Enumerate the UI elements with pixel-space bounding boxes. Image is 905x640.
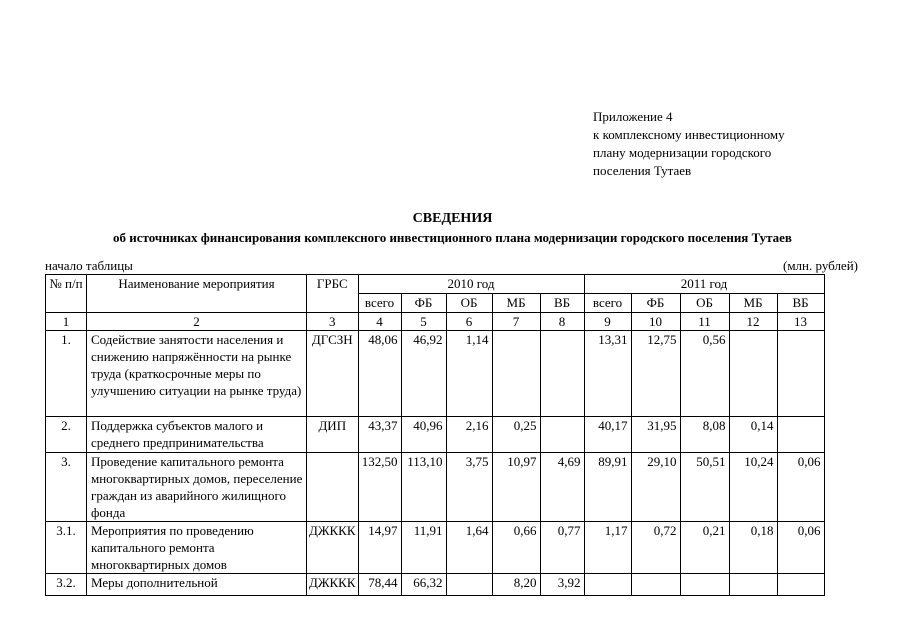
header-sub: всего <box>358 294 401 313</box>
column-number: 10 <box>631 313 680 331</box>
value-cell: 40,17 <box>584 417 631 453</box>
value-cell: 50,51 <box>680 453 729 522</box>
grbs-cell <box>307 453 359 522</box>
column-number: 9 <box>584 313 631 331</box>
value-cell: 0,77 <box>540 522 584 574</box>
column-number: 6 <box>446 313 492 331</box>
value-cell <box>540 331 584 417</box>
value-cell: 12,75 <box>631 331 680 417</box>
value-cell: 78,44 <box>358 574 401 596</box>
value-cell <box>729 331 777 417</box>
value-cell: 8,20 <box>492 574 540 596</box>
grbs-cell: ДИП <box>307 417 359 453</box>
grbs-cell: ДЖККК <box>307 522 359 574</box>
value-cell: 89,91 <box>584 453 631 522</box>
column-number: 7 <box>492 313 540 331</box>
value-cell: 0,06 <box>777 522 824 574</box>
value-cell: 1,17 <box>584 522 631 574</box>
row-number: 2. <box>46 417 87 453</box>
measure-name: Поддержка субъектов малого и среднего предпринимательства <box>87 417 307 453</box>
row-number: 3. <box>46 453 87 522</box>
header-sub: всего <box>584 294 631 313</box>
document-subtitle: об источниках финансирования комплексного инвестиционного плана модернизации городского поселения Тутаев <box>113 230 792 245</box>
value-cell <box>631 574 680 596</box>
value-cell: 8,08 <box>680 417 729 453</box>
value-cell: 1,14 <box>446 331 492 417</box>
value-cell: 48,06 <box>358 331 401 417</box>
value-cell: 3,75 <box>446 453 492 522</box>
row-number: 3.2. <box>46 574 87 596</box>
table-start-caption: начало таблицы <box>45 258 133 273</box>
measure-name: Проведение капитального ремонта многоквартирных домов, переселение граждан из аварийного жилищного фонда <box>87 453 307 522</box>
value-cell: 1,64 <box>446 522 492 574</box>
measure-name: Меры дополнительной <box>87 574 307 596</box>
value-cell: 0,72 <box>631 522 680 574</box>
header-sub: ВБ <box>777 294 824 313</box>
table-row <box>46 574 825 596</box>
column-number: 11 <box>680 313 729 331</box>
value-cell: 0,21 <box>680 522 729 574</box>
value-cell: 10,97 <box>492 453 540 522</box>
row-number: 3.1. <box>46 522 87 574</box>
appendix-block <box>593 108 785 180</box>
value-cell: 0,66 <box>492 522 540 574</box>
value-cell: 40,96 <box>401 417 446 453</box>
value-cell <box>777 331 824 417</box>
grbs-cell: ДГСЗН <box>307 331 359 417</box>
value-cell <box>680 574 729 596</box>
table-row <box>46 453 825 522</box>
header-row-top <box>46 275 825 294</box>
value-cell: 14,97 <box>358 522 401 574</box>
column-number-row <box>46 313 825 331</box>
financing-table <box>45 274 825 596</box>
header-name: Наименование мероприятия <box>87 275 307 313</box>
value-cell <box>492 331 540 417</box>
column-number: 8 <box>540 313 584 331</box>
header-num: № п/п <box>46 275 87 313</box>
value-cell: 66,32 <box>401 574 446 596</box>
column-number: 13 <box>777 313 824 331</box>
header-grbs: ГРБС <box>307 275 359 313</box>
column-number: 1 <box>46 313 87 331</box>
value-cell: 43,37 <box>358 417 401 453</box>
table-row <box>46 417 825 453</box>
value-cell: 29,10 <box>631 453 680 522</box>
table-row <box>46 522 825 574</box>
value-cell: 13,31 <box>584 331 631 417</box>
header-sub: МБ <box>729 294 777 313</box>
header-sub: МБ <box>492 294 540 313</box>
value-cell <box>540 417 584 453</box>
measure-name: Мероприятия по проведению капитального ремонта многоквартирных домов <box>87 522 307 574</box>
appendix-line: к комплексному инвестиционному <box>593 127 785 142</box>
value-cell: 31,95 <box>631 417 680 453</box>
column-number: 5 <box>401 313 446 331</box>
value-cell: 2,16 <box>446 417 492 453</box>
column-number: 3 <box>307 313 359 331</box>
header-year-2011: 2011 год <box>584 275 824 294</box>
value-cell: 3,92 <box>540 574 584 596</box>
value-cell: 10,24 <box>729 453 777 522</box>
value-cell <box>777 417 824 453</box>
value-cell: 0,56 <box>680 331 729 417</box>
column-number: 4 <box>358 313 401 331</box>
value-cell: 0,14 <box>729 417 777 453</box>
header-sub: ВБ <box>540 294 584 313</box>
column-number: 2 <box>87 313 307 331</box>
value-cell: 4,69 <box>540 453 584 522</box>
table-row <box>46 331 825 417</box>
header-sub: ОБ <box>446 294 492 313</box>
header-sub: ФБ <box>401 294 446 313</box>
value-cell: 0,25 <box>492 417 540 453</box>
grbs-cell: ДЖККК <box>307 574 359 596</box>
value-cell <box>777 574 824 596</box>
value-cell <box>584 574 631 596</box>
document-title: СВЕДЕНИЯ <box>412 211 493 226</box>
value-cell: 132,50 <box>358 453 401 522</box>
header-sub: ОБ <box>680 294 729 313</box>
value-cell <box>729 574 777 596</box>
value-cell: 113,10 <box>401 453 446 522</box>
value-cell: 0,06 <box>777 453 824 522</box>
appendix-line: поселения Тутаев <box>593 163 692 178</box>
header-year-2010: 2010 год <box>358 275 584 294</box>
units-caption: (млн. рублей) <box>783 258 858 273</box>
row-number: 1. <box>46 331 87 417</box>
appendix-line: плану модернизации городского <box>593 145 772 160</box>
value-cell: 46,92 <box>401 331 446 417</box>
appendix-line: Приложение 4 <box>593 109 673 124</box>
value-cell: 11,91 <box>401 522 446 574</box>
value-cell: 0,18 <box>729 522 777 574</box>
value-cell <box>446 574 492 596</box>
header-sub: ФБ <box>631 294 680 313</box>
measure-name: Содействие занятости населения и снижению напряжённости на рынке труда (краткосрочные меры по улучшению ситуации на рынке труда) <box>87 331 307 417</box>
column-number: 12 <box>729 313 777 331</box>
